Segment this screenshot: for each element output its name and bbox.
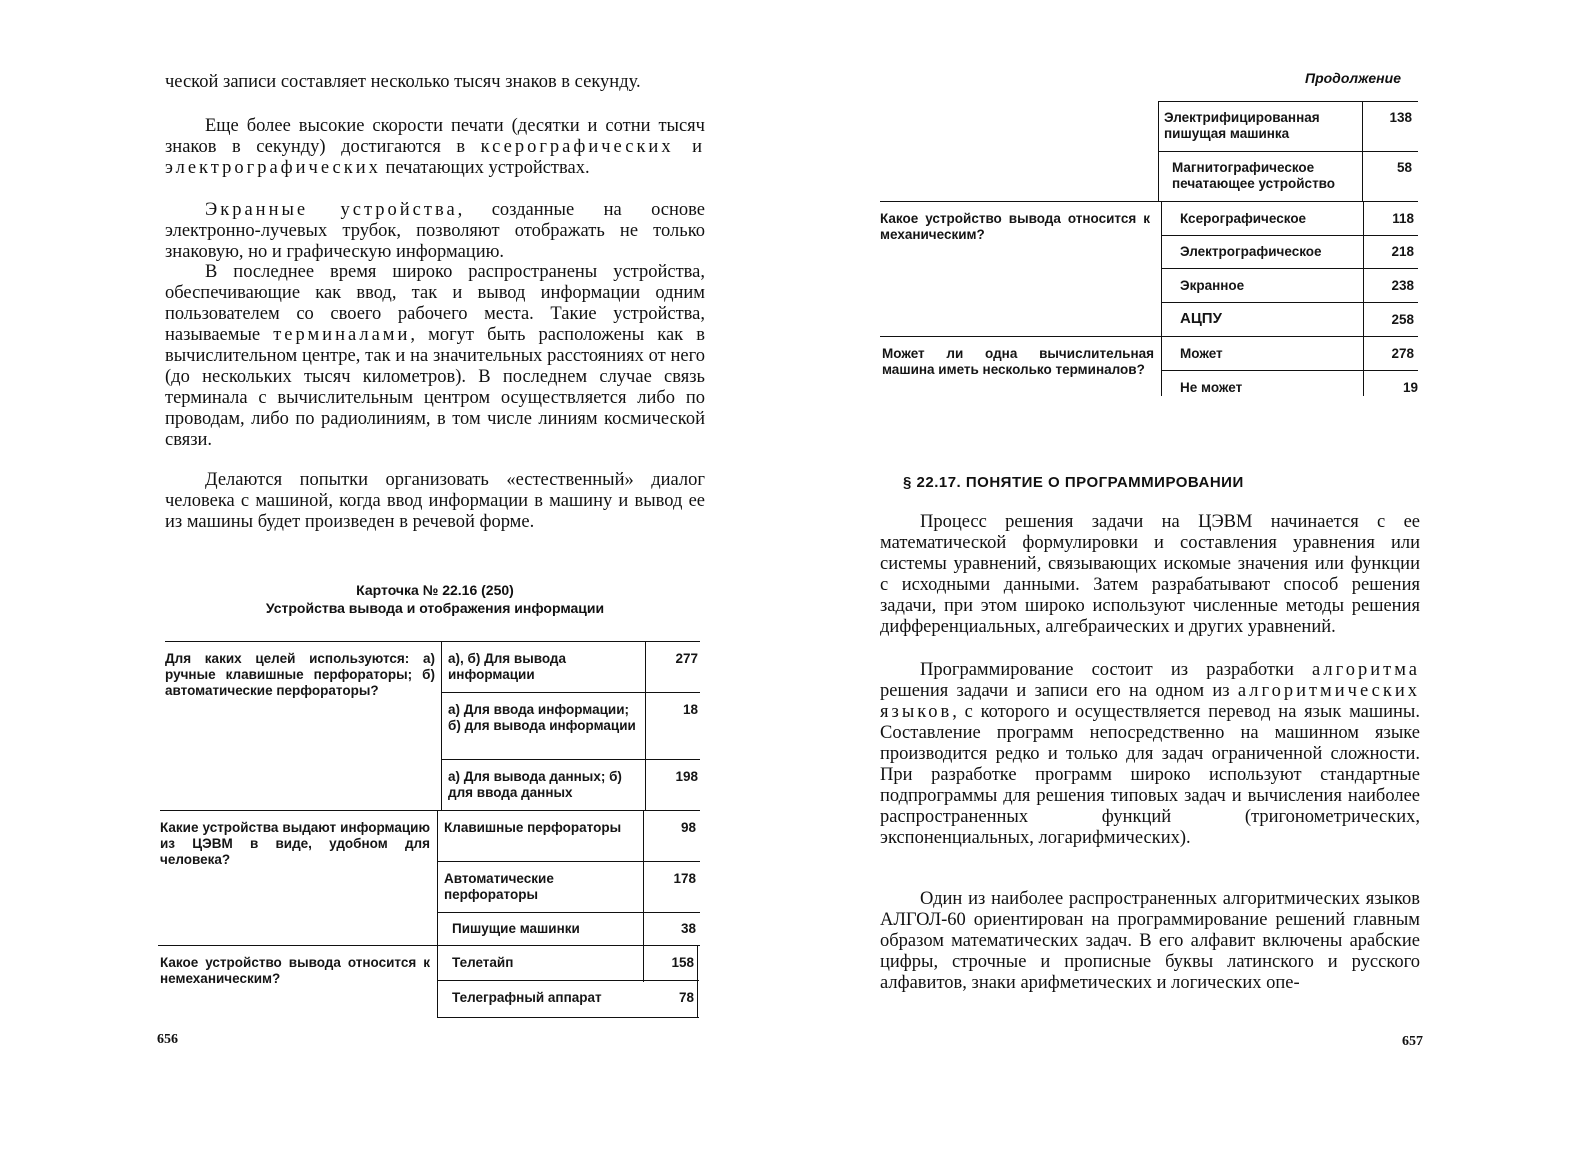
answer-code: 218 [1391,244,1414,259]
table-border-top [165,641,700,642]
paragraph-8: Один из наиболее распространенных алгоритмических языков АЛГОЛ-60 ориентирован на программирование решений главным образом математических задач. В его алфавит включены арабские цифры, строчные и прописные буквы латинского и русского алфавитов, знаки арифметических и логических опе- [880,889,1420,993]
continued-label: Продолжение [1305,70,1401,86]
paragraph-5: Делаются попытки организовать «естественный» диалог человека с машиной, когда ввод информации в машину и вывод ее из машины будет произведен в речевой форме. [165,470,705,532]
answer-code: 278 [1391,346,1414,361]
answer-code: 138 [1389,110,1412,125]
table-divider [643,810,644,982]
paragraph-2-end: печатающих устройствах. [385,158,590,178]
table-rule [441,759,700,760]
question-cell: Какое устройство вывода относится к механическим? [880,211,1150,242]
table-rule [1158,151,1418,152]
answer-cell: Клавишные перфораторы [444,820,622,835]
answer-code: 18 [682,702,698,717]
table-rule [1161,235,1418,236]
answer-cell: Телеграфный аппарат [452,990,602,1005]
paragraph-4-end: , могут быть расположены как в вычислительном центре, так и на значительных расстояниях от него (до нескольких тысяч километров). В последнем случае связь терминала с вычислительным центром осуществляется либо по проводам, либо по радиолиниям, в том числе линиям космической связи. [165,325,705,450]
card-title: Карточка № 22.16 (250) [356,582,514,598]
table-divider [645,641,646,810]
answer-cell: АЦПУ [1180,310,1222,327]
answer-code: 198 [675,769,698,784]
answer-cell: Телетайп [452,955,514,970]
table-border-bottom [437,1017,699,1018]
answer-code: 19 [1402,380,1418,395]
table-rule [1161,370,1418,371]
paragraph-4 [165,262,705,451]
answer-code: 38 [680,921,696,936]
table-divider [441,641,442,810]
paragraph-7-end: , с которого и осуществляется перевод на язык машины. Составление программ непосредственно на машинном языке производится редко и только для задач ограниченной сложности. При разработке программ широко используют стандартные подпрограммы для решения типовых задач и вычисления наиболее распространенных функций (тригонометрических, экспоненциальных, логарифмических). [880,702,1420,848]
table-border-top [1158,101,1418,102]
table-rule [1161,302,1418,303]
table-rule [437,861,700,862]
answer-cell: Может [1180,346,1223,361]
table-rule [160,810,700,811]
paragraph-2-text: Еще более высокие скорости печати (десятки и сотни тысяч знаков в секунду) достигаются в [165,116,705,157]
answer-cell: Автоматические перфораторы [444,871,554,902]
answer-cell: Не может [1180,380,1243,395]
answer-cell: а) Для ввода информации; б) для вывода информации [448,702,636,733]
answer-cell: а), б) Для вывода информации [448,651,567,682]
answer-code: 118 [1392,211,1414,226]
answer-cell: Пишущие машинки [452,921,580,936]
answer-cell: а) Для вывода данных; б) для ввода данных [448,769,622,800]
question-cell: Может ли одна вычислительная машина иметь несколько терминалов? [882,346,1154,377]
answer-code: 158 [671,955,694,970]
term-terminals: терминалами [273,325,411,345]
answer-code: 258 [1391,312,1414,327]
table-rule [880,201,1418,202]
answer-cell: Экранное [1180,278,1245,293]
paragraph-4-text: В последнее время широко распространены устройства, обеспечивающие как ввод, так и вывод информации одним пользователем со своего рабочего места. Такие устройства, называемые [165,262,705,345]
page-number-left: 656 [157,1032,178,1047]
paragraph-1: ческой записи составляет несколько тысяч знаков в секунду. [165,72,641,92]
paragraph-7-text: Программирование состоит из разработки [920,660,1294,680]
table-divider [697,945,698,1018]
paragraph-3-text: , созданные на основе электронно-лучевых трубок, позволяют отображать не только знаковую, но и графическую информацию. [165,200,705,262]
table-rule [158,945,700,946]
answer-code: 78 [678,990,694,1005]
table-rule [437,912,700,913]
paragraph-3 [165,200,705,263]
table-divider [1363,201,1364,396]
answer-code: 58 [1396,160,1412,175]
paragraph-6: Процесс решения задачи на ЦЭВМ начинается с ее математической формулировки и составления уравнения или системы уравнений, связывающих искомые значения или функции с исходными данными. Затем разрабатывают способ решения задачи, при этом широко используют численные методы решения дифференциальных, алгебраических и других уравнений. [880,512,1420,637]
answer-cell: Ксерографическое [1180,211,1307,226]
paragraph-2 [165,116,705,179]
question-cell: Для каких целей используются: а) ручные клавишные перфораторы; б) автоматические перфораторы? [165,651,435,698]
table-rule [1161,268,1418,269]
table-rule [880,336,1418,337]
question-cell: Какое устройство вывода относится к немеханическим? [160,955,430,986]
section-heading: § 22.17. ПОНЯТИЕ О ПРОГРАММИРОВАНИИ [903,474,1244,491]
answer-code: 178 [673,871,696,886]
paragraph-7 [880,660,1420,849]
answer-code: 98 [680,820,696,835]
term-xerographic: ксерографических и электрографических [165,137,706,178]
answer-code: 277 [675,651,698,666]
table-divider [1161,201,1162,396]
term-algorithm: алгоритма [1311,660,1420,680]
page-number-right: 657 [1402,1034,1423,1049]
question-cell: Какие устройства выдают информацию из ЦЭВМ в виде, удобном для человека? [160,820,430,867]
answer-cell: Магнитографическое печатающее устройство [1172,160,1336,191]
term-algorithmic-languages: алгоритмических языков [880,681,1420,722]
table-rule [437,980,699,981]
paragraph-7-mid: решения задачи и записи его на одном из [880,681,1230,701]
answer-cell: Электрифицированная пишущая машинка [1164,110,1320,141]
table-rule [441,692,700,693]
table-divider [437,810,438,1018]
term-screen-devices: Экранные устройства [205,200,458,220]
answer-cell: Электрографическое [1180,244,1322,259]
card-subtitle: Устройства вывода и отображения информации [265,600,605,616]
answer-code: 238 [1391,278,1414,293]
